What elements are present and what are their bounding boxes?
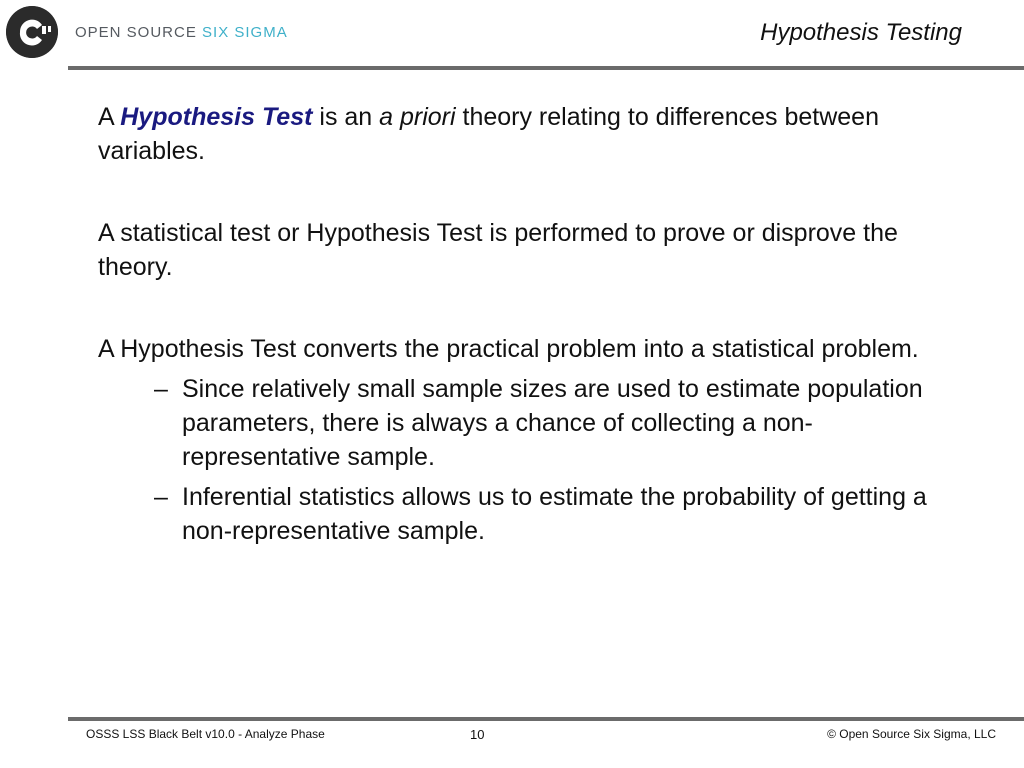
page-number: 10: [470, 727, 485, 742]
slide-title: Hypothesis Testing: [760, 19, 962, 46]
bullet-dash: –: [154, 375, 168, 403]
brand-name: [75, 24, 288, 41]
company-logo: [6, 6, 58, 58]
p1-italic: a priori: [379, 103, 456, 131]
top-divider: [68, 66, 1024, 70]
bullet-dash: –: [154, 483, 168, 511]
p1-suffix: theory relating to differences between variables.: [98, 103, 879, 165]
p1-prefix: A: [98, 103, 121, 131]
logo-mark-icon: [6, 6, 58, 58]
slide-content: [98, 100, 958, 554]
brand-accent: SIX SIGMA: [202, 24, 288, 41]
bullet-text: Inferential statistics allows us to estimate the probability of getting a non-representative sample.: [182, 483, 927, 545]
p1-mid: is an: [312, 103, 380, 131]
paragraph-definition: [98, 100, 958, 168]
paragraph-conversion: A Hypothesis Test converts the practical problem into a statistical problem.: [98, 335, 919, 363]
footer-copyright: © Open Source Six Sigma, LLC: [827, 727, 996, 741]
bullet-item: [98, 480, 958, 548]
p1-term: Hypothesis Test: [120, 103, 313, 131]
footer-course: OSSS LSS Black Belt v10.0 - Analyze Phase: [86, 727, 325, 741]
brand-primary: OPEN SOURCE: [75, 24, 197, 41]
paragraph-purpose: A statistical test or Hypothesis Test is performed to prove or disprove the theory.: [98, 219, 898, 281]
bottom-divider: [68, 717, 1024, 721]
bullet-text: Since relatively small sample sizes are used to estimate population parameters, there is always a chance of collecting a non-representative sample.: [182, 375, 923, 471]
bullet-item: [98, 372, 958, 474]
